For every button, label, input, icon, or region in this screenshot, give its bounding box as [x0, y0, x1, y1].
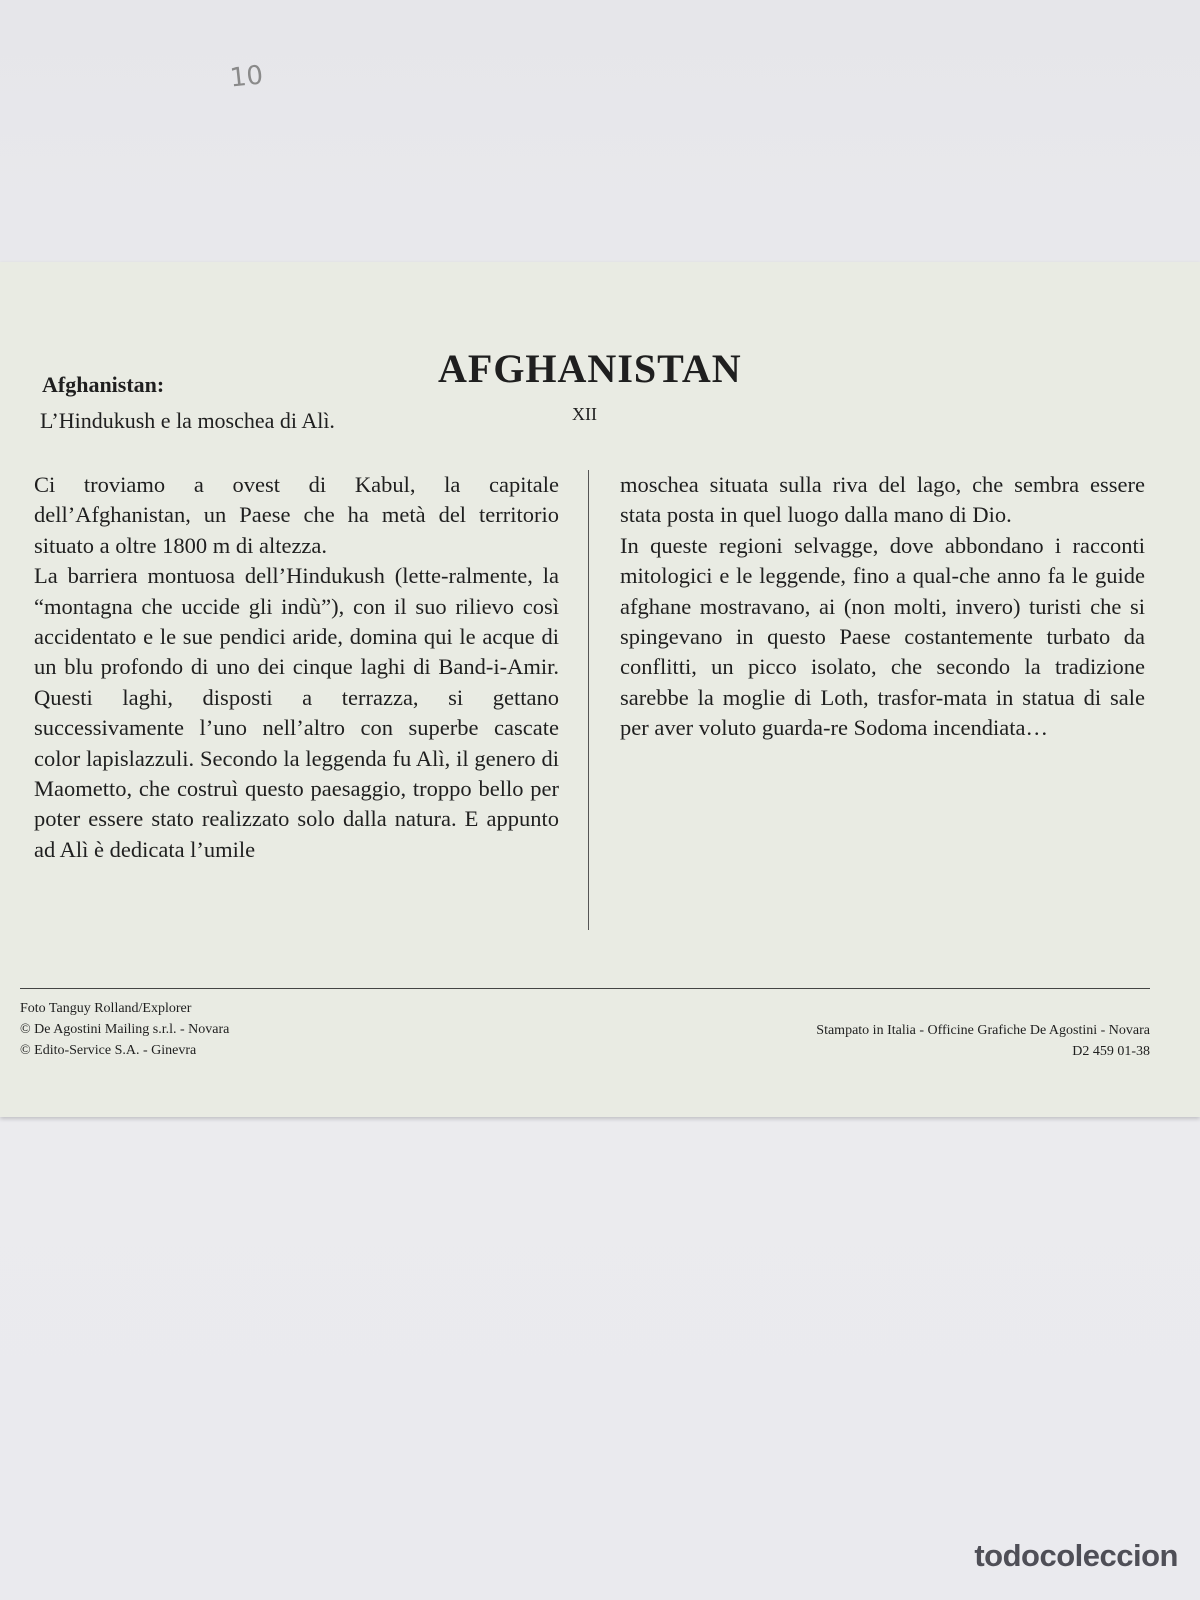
footer-divider — [20, 988, 1150, 989]
plate-number: XII — [572, 404, 597, 424]
subtitle-text: L’Hindukush e la moschea di Alì. — [40, 408, 335, 433]
pencil-mark: 10 — [228, 60, 265, 94]
text-column-right — [620, 470, 1145, 744]
credits-left — [20, 998, 229, 1061]
credit-line: © De Agostini Mailing s.r.l. - Novara — [20, 1022, 230, 1037]
paragraph: Ci troviamo a ovest di Kabul, la capitale dell’Afghanistan, un Paese che ha metà del territorio situato a oltre 1800 m di altezza. — [34, 472, 559, 558]
paragraph: La barriera montuosa dell’Hindukush (lette-ralmente, la “montagna che uccide gli indù”), con il suo rilievo così accidentato e le sue pendici aride, domina qui le acque di un blu profondo di uno dei cinque laghi di Band-i-Amir. Questi laghi, disposti a terrazza, si gettano successivamente l’uno nell’altro con superbe cascate color lapislazzuli. Secondo la leggenda fu Alì, il genero di Maometto, che costruì questo paesaggio, troppo bello per poter essere stato realizzato solo dalla natura. E appunto ad Alì è dedicata l’umile — [34, 563, 559, 862]
credit-line: Foto Tanguy Rolland/Explorer — [20, 1001, 192, 1016]
subtitle-label: Afghanistan: — [42, 372, 165, 397]
credit-line: © Edito-Service S.A. - Ginevra — [20, 1043, 197, 1058]
text-column-left — [34, 470, 559, 865]
credit-line: Stampato in Italia - Officine Grafiche De Agostini - Novara — [816, 1023, 1150, 1038]
paragraph: moschea situata sulla riva del lago, che sembra essere stata posta in quel luogo dalla mano di Dio. — [620, 472, 1145, 528]
credits-right — [816, 1020, 1150, 1062]
credit-line: D2 459 01-38 — [1072, 1044, 1150, 1059]
postcard-back — [0, 262, 1200, 1117]
paragraph: In queste regioni selvagge, dove abbondano i racconti mitologici e le leggende, fino a qual-che anno fa le guide afghane mostravano, ai (non molti, invero) turisti che si spingevano in questo Paese costantemente turbato da conflitti, un picco isolato, che secondo la tradizione sarebbe la moglie di Loth, trasfor-mata in statua di sale per aver voluto guarda-re Sodoma incendiata… — [620, 532, 1145, 741]
card-title: AFGHANISTAN — [438, 346, 742, 391]
column-divider — [588, 470, 589, 930]
watermark-logo: todocoleccion — [974, 1538, 1178, 1573]
